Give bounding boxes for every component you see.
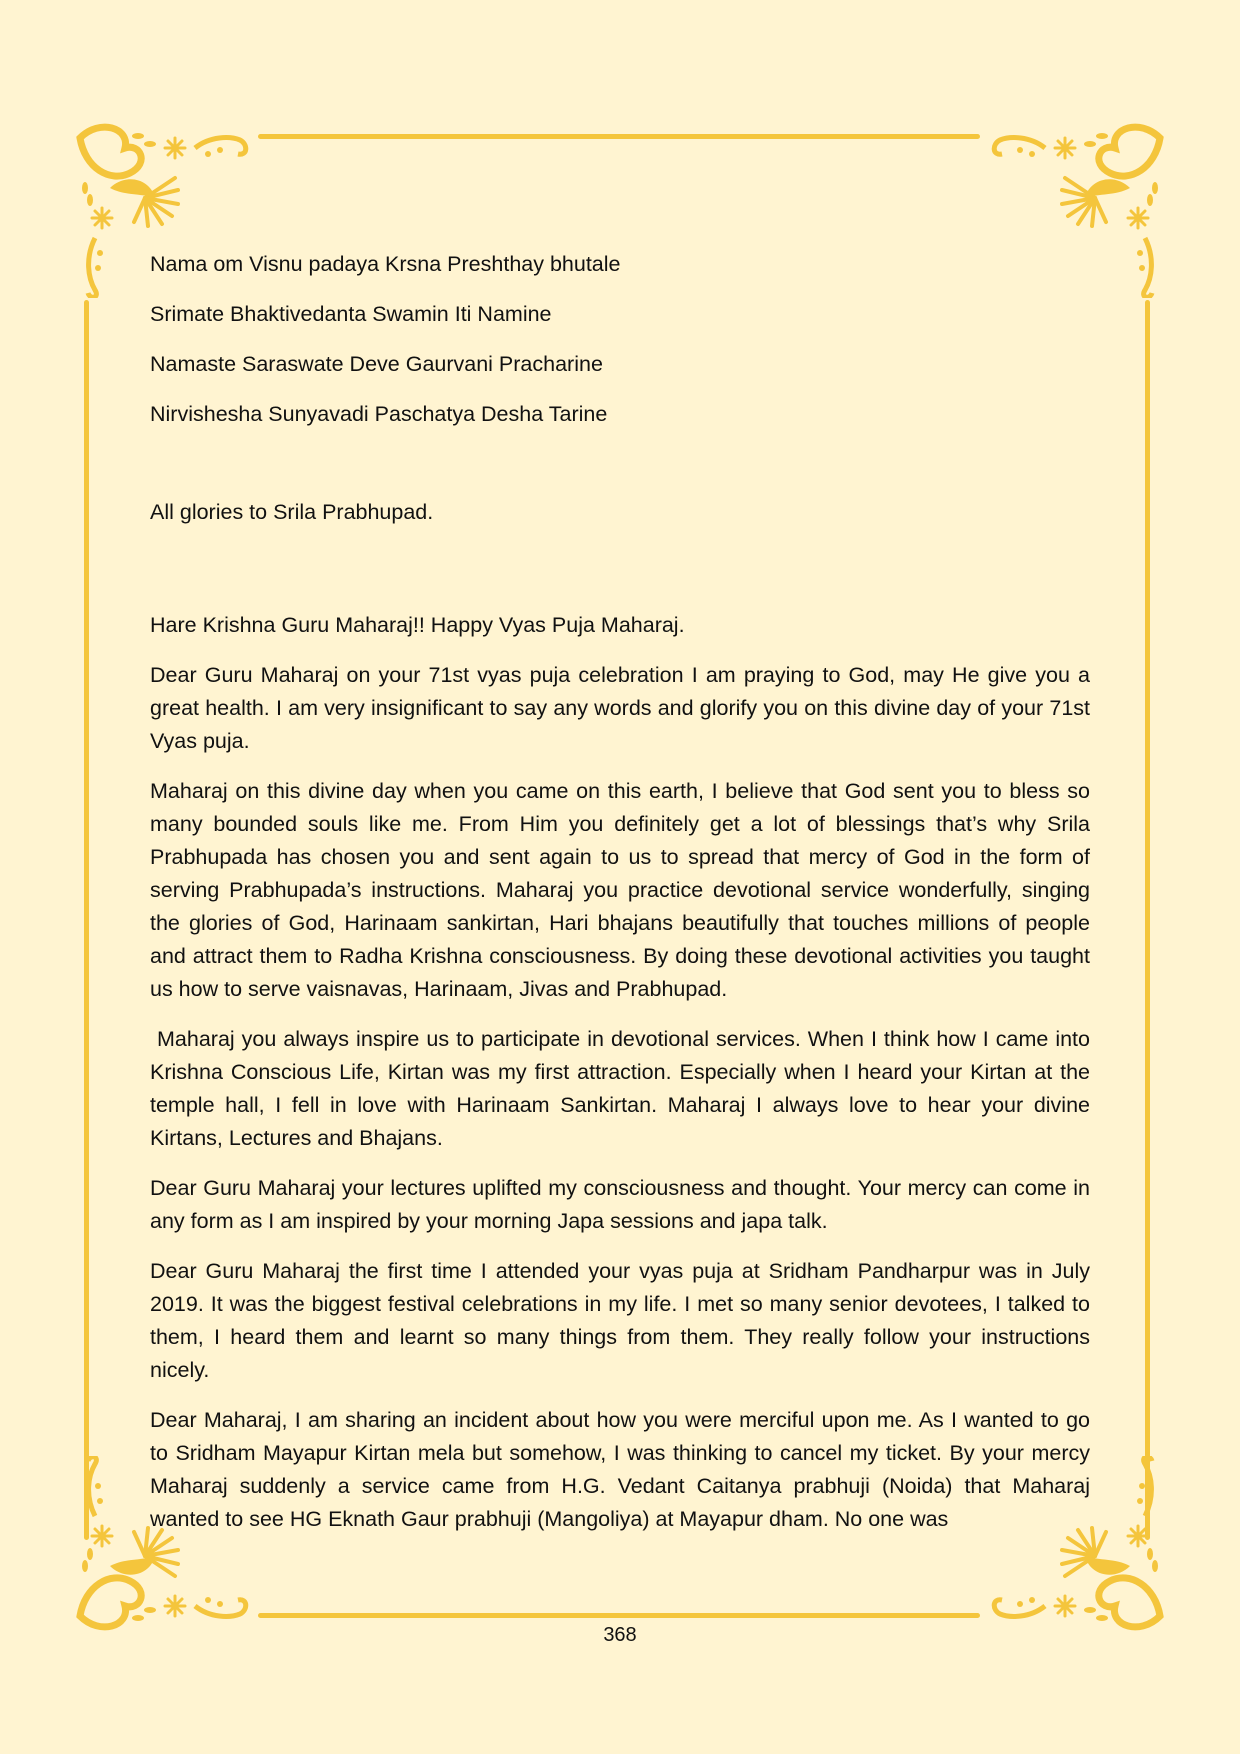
letter-body (150, 609, 1096, 1536)
greeting-line: Hare Krishna Guru Maharaj!! Happy Vyas Puja Maharaj. (150, 613, 685, 637)
letter-paragraph: Dear Guru Maharaj your lectures uplifted my consciousness and thought. Your mercy can come in any form as I am inspired by your morning Japa sessions and japa talk. (150, 1176, 1090, 1233)
invocation-line: Nama om Visnu padaya Krsna Preshthay bhutale (150, 252, 621, 276)
letter-paragraph: Maharaj you always inspire us to participate in devotional services. When I think how I came into Krishna Conscious Life, Kirtan was my first attraction. Especially when I heard your Kirtan at the temple hall, I fell in love with Harinaam Sankirtan. Maharaj I always love to hear your divine Kirtans, Lectures and Bhajans. (150, 1027, 1096, 1150)
letter-paragraph: Dear Maharaj, I am sharing an incident about how you were merciful upon me. As I wanted to go to Sridham Mayapur Kirtan mela but somehow, I was thinking to cancel my ticket. By your mercy Maharaj suddenly a service came from H.G. Vedant Caitanya prabhuji (Noida) that Maharaj wanted to see HG Eknath Gaur prabhuji (Mangoliya) at Mayapur dham. No one was (150, 1408, 1090, 1531)
invocation-line: Nirvishesha Sunyavadi Paschatya Desha Tarine (150, 402, 608, 426)
frame-right-border (1145, 300, 1150, 1540)
page-number: 368 (603, 1624, 637, 1646)
frame-top-border (258, 134, 980, 139)
letter-paragraph: Maharaj on this divine day when you came on this earth, I believe that God sent you to bless so many bounded souls like me. From Him you definitely get a lot of blessings that’s why Srila Prabhupada has chosen you and sent again to us to spread that mercy of God in the form of serving Prabhupada’s instructions. Maharaj you practice devotional service wonderfully, singing the glories of God, Harinaam sankirtan, Hari bhajans beautifully that touches millions of people and attract them to Radha Krishna consciousness. By doing these devotional activities you taught us how to serve vaisnavas, Harinaam, Jivas and Prabhupad. (150, 779, 1096, 1001)
glorification-line: All glories to Srila Prabhupad. (150, 500, 434, 524)
letter-paragraph: Dear Guru Maharaj on your 71st vyas puja celebration I am praying to God, may He give you a great health. I am very insignificant to say any words and glorify you on this divine day of your 71st Vyas puja. (150, 663, 1090, 753)
frame-left-border (84, 300, 89, 1540)
invocation-line: Namaste Saraswate Deve Gaurvani Pracharine (150, 352, 603, 376)
invocation-line: Srimate Bhaktivedanta Swamin Iti Namine (150, 302, 552, 326)
frame-bottom-border (258, 1613, 980, 1618)
page-content (150, 248, 1096, 1553)
invocation-verses (150, 248, 1090, 431)
letter-paragraph: Dear Guru Maharaj the first time I attended your vyas puja at Sridham Pandharpur was in July 2019. It was the biggest festival celebrations in my life. I met so many senior devotees, I talked to them, I heard them and learnt so many things from them. They really follow your instructions nicely. (150, 1259, 1090, 1382)
